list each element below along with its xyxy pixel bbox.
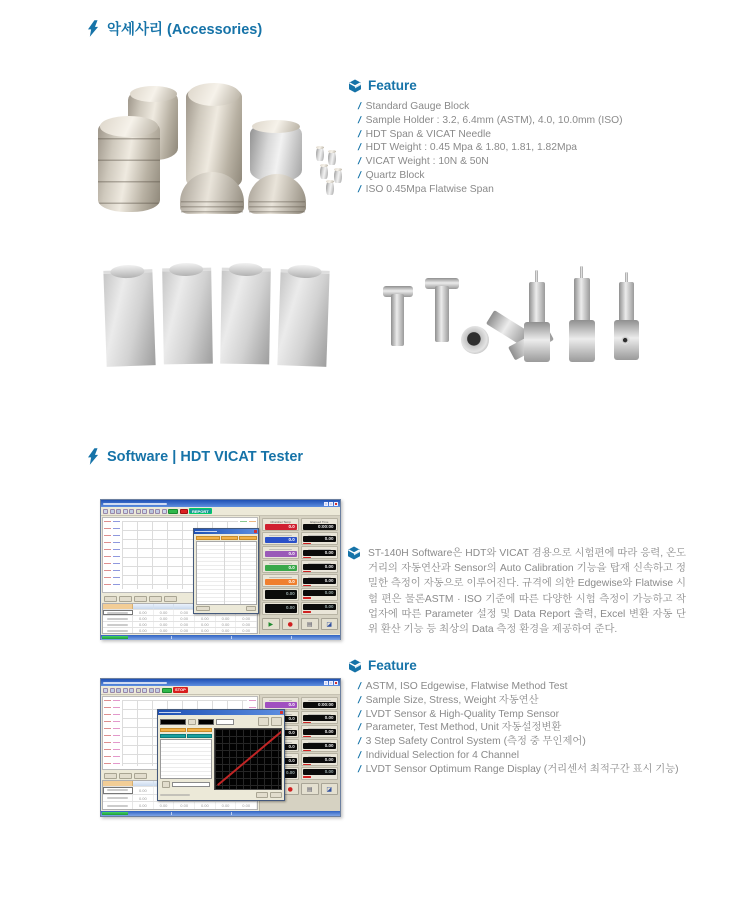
display-value: 0.00 — [303, 590, 335, 596]
small-part-shape — [320, 166, 328, 179]
toolbar-icon — [123, 688, 128, 693]
label-smudge — [269, 563, 292, 565]
capture-button — [258, 717, 269, 726]
cube-icon — [348, 659, 362, 673]
close-icon — [280, 711, 284, 715]
list-item — [358, 708, 692, 722]
feature-text: LVDT Sensor Optimum Range Display (거리센서 최적구간 표시 기능) — [365, 763, 679, 775]
cell-value: 0.00 — [236, 802, 257, 809]
feature-header — [348, 78, 684, 93]
list-item — [358, 721, 692, 735]
display-value: 0.00 — [265, 769, 297, 778]
display-value: 0.0 — [265, 551, 297, 557]
export-icon: ◪ — [326, 785, 333, 793]
cell-value: 0.00 — [195, 616, 216, 621]
list-item — [358, 128, 684, 142]
window-title-text — [103, 503, 167, 505]
display-value: 0.00 — [303, 536, 335, 542]
calibration-line — [217, 728, 282, 785]
dialog-footer — [162, 781, 210, 788]
cell-value: 0.00 — [195, 802, 216, 809]
mini-button — [104, 773, 117, 779]
status-bar — [101, 635, 340, 640]
needle-base-shape — [524, 322, 550, 362]
mini-button — [104, 596, 117, 602]
export-button — [321, 618, 339, 630]
feature-text: Standard Gauge Block — [365, 101, 470, 112]
dialog-titlebar — [158, 710, 284, 715]
toolbar-icon — [142, 688, 147, 693]
export-button — [321, 783, 339, 795]
feature-text: HDT Span & VICAT Needle — [365, 128, 491, 140]
slash-bullet-icon: / — [356, 156, 363, 168]
print-icon: ▤ — [306, 785, 313, 793]
temp3-display — [262, 560, 299, 573]
record-icon: ● — [287, 785, 293, 793]
aux-display — [301, 588, 338, 601]
aux-display — [262, 588, 299, 601]
section-software-header — [88, 448, 303, 465]
list-item — [358, 169, 684, 183]
block-shape — [103, 269, 155, 367]
window-title-text — [103, 682, 167, 684]
feature-text: Sample Size, Stress, Weight 자동연산 — [365, 694, 539, 706]
window-titlebar — [101, 500, 340, 507]
cell-value: 0.00 — [216, 802, 237, 809]
calibration-dialog — [157, 709, 285, 801]
dialog-bottom-row — [160, 792, 282, 798]
display-value: 0.0 — [265, 702, 297, 708]
feature-block-accessories — [348, 78, 684, 197]
photo-metal-blocks — [103, 256, 337, 382]
needle-neck-shape — [619, 282, 634, 324]
gear-icon — [162, 781, 170, 788]
cell-value: 0.00 — [236, 622, 257, 627]
slash-bullet-icon: / — [356, 128, 363, 140]
status-divider — [171, 812, 172, 815]
print-button — [301, 783, 319, 795]
display-value: 0:00:00 — [303, 524, 335, 530]
toolbar-icon — [155, 509, 160, 514]
table-row — [103, 627, 257, 633]
control-buttons — [262, 618, 338, 630]
software-description: ST-140H Software은 HDT와 VICAT 겸용으로 시험편에 따라 응력, 온도 거리의 자동연산과 Sensor의 Auto Calibration 기능을 탑재 신속하고 정밀한 측정이 자동으로 이루어진다. 규격에 의한 Edgewise와 Flatwise 시험 편은 물론ASTM · ISO 기준에 따른 다양한 시험 측정이 가능하고 작업자에 따른 Parameter 설정 및 Data Report 출력, Excel 변환 자동 단위 환산 기능 등 최상의 Data 측정 환경을 제공하여 준다. — [368, 548, 686, 636]
display-value: 0.00 — [303, 757, 335, 763]
status-progress — [102, 812, 128, 815]
y-axis-ticks-red — [104, 700, 111, 766]
teal-button-row — [160, 734, 212, 738]
list-item — [358, 155, 684, 169]
cylinder-shape — [250, 122, 302, 182]
cube-icon — [348, 79, 362, 93]
feature-text: VICAT Weight : 10N & 50N — [365, 156, 489, 168]
header-cell — [239, 536, 256, 540]
toolbar-icon — [142, 509, 147, 514]
list-item — [358, 100, 684, 114]
toolbar — [101, 507, 340, 516]
input-field — [216, 719, 234, 725]
list-item — [358, 183, 684, 197]
disp4-display — [301, 753, 338, 766]
feature-block-software — [348, 658, 692, 777]
disp2-display — [301, 725, 338, 738]
slash-bullet-icon: / — [356, 708, 363, 720]
ok-button — [256, 792, 268, 798]
cell-value: 0.00 — [174, 622, 195, 627]
cell-value: 0.00 — [133, 622, 154, 627]
section-title: 악세사리 (Accessories) — [107, 22, 263, 38]
disp3-display — [301, 739, 338, 752]
feature-text: ISO 0.45Mpa Flatwise Span — [365, 183, 494, 195]
temp4-display — [262, 574, 299, 587]
disp3-display — [301, 560, 338, 573]
feature-header — [348, 658, 692, 673]
mini-button — [149, 596, 162, 602]
needle-base-shape — [569, 320, 595, 362]
display-value: 0.00 — [303, 715, 335, 721]
cell-value: 0.00 — [154, 622, 175, 627]
block-shape — [162, 268, 213, 365]
ok-button — [196, 606, 210, 611]
feature-list — [358, 100, 684, 197]
run-indicator-icon — [168, 509, 178, 514]
label-smudge — [269, 700, 292, 702]
close-icon — [254, 530, 258, 534]
list-item — [358, 749, 692, 763]
calibration-list — [160, 739, 212, 779]
status-divider — [291, 636, 292, 639]
label-smudge — [269, 549, 292, 551]
photo-needles-spans — [383, 250, 645, 388]
feature-text: LVDT Sensor & High-Quality Temp Sensor — [365, 708, 560, 720]
chamber-temp-display — [262, 518, 299, 531]
disp4-display — [301, 574, 338, 587]
slash-bullet-icon: / — [356, 722, 363, 734]
cell-value: 0.00 — [236, 628, 257, 633]
needle-neck-shape — [529, 282, 545, 326]
cell-value: 0.00 — [216, 628, 237, 633]
disp1-display — [301, 532, 338, 545]
software-screenshot-1 — [100, 499, 341, 640]
row-label — [103, 795, 133, 802]
cell-value: 0.00 — [195, 628, 216, 633]
sensor-readout — [160, 719, 186, 725]
teal-button — [187, 734, 213, 738]
list-item — [358, 114, 684, 128]
label-smudge — [308, 700, 331, 702]
label-smudge — [269, 577, 292, 579]
mini-button — [134, 773, 147, 779]
zero-button — [303, 776, 311, 778]
feature-text: Sample Holder : 3.2, 6.4mm (ASTM), 4.0, 10.0mm (ISO) — [365, 114, 623, 126]
dialog-main — [160, 728, 282, 790]
aux-display — [262, 602, 299, 615]
cell-value: 0.00 — [174, 628, 195, 633]
block-shape — [220, 268, 271, 365]
display-value: 0.00 — [303, 564, 335, 570]
cell-value: 0.00 — [154, 616, 175, 621]
row-label — [103, 628, 133, 633]
slash-bullet-icon: / — [356, 169, 363, 181]
cancel-button — [246, 606, 256, 611]
small-part-shape — [326, 182, 334, 195]
temp2-display — [262, 546, 299, 559]
toolbar-icon — [155, 688, 160, 693]
photo-gauge-weights — [98, 82, 344, 218]
label-smudge — [269, 535, 292, 537]
aux-display — [301, 767, 338, 780]
dialog-footer — [196, 606, 256, 611]
slash-bullet-icon: / — [356, 694, 363, 706]
display-value: 0.0 — [265, 716, 297, 722]
display-value: 0.00 — [303, 743, 335, 749]
small-part-shape — [328, 152, 336, 165]
header-cell — [221, 536, 238, 540]
toolbar-icon — [136, 509, 141, 514]
slash-bullet-icon: / — [356, 681, 363, 692]
row-label-selected — [103, 787, 133, 794]
hollow-cylinder-shape — [461, 326, 489, 354]
slash-bullet-icon: / — [356, 736, 363, 748]
small-part-shape — [316, 148, 324, 161]
display-label: Elapsed Time — [310, 519, 329, 524]
cell-value: 0.00 — [154, 610, 175, 615]
section-accessories-header — [88, 18, 262, 39]
toolbar-icon — [116, 688, 121, 693]
teal-button — [160, 734, 186, 738]
display-value: 0.0 — [265, 758, 297, 764]
cell-value: 0.00 — [154, 802, 175, 809]
block-shape — [277, 269, 329, 367]
header-cell — [196, 536, 221, 540]
display-value: 0.0 — [265, 524, 297, 530]
hole-detail-shape — [621, 336, 630, 345]
save-button — [271, 717, 282, 726]
status-progress — [102, 636, 128, 639]
close-icon — [334, 502, 338, 506]
toolbar-icon — [103, 509, 108, 514]
dialog-table-body — [196, 541, 257, 605]
mini-button — [119, 596, 132, 602]
calibration-table — [160, 728, 212, 790]
aux-display — [301, 602, 338, 615]
close-icon — [334, 681, 338, 685]
slash-bullet-icon: / — [356, 101, 363, 112]
display-value: 0:00:00 — [303, 702, 335, 708]
calibration-chart — [214, 728, 282, 790]
cell-value: 0.00 — [154, 628, 175, 633]
status-divider — [231, 636, 232, 639]
t-tool-rod-shape — [435, 286, 449, 342]
cell-value: 0.00 — [236, 616, 257, 621]
display-value: 0.0 — [265, 744, 297, 750]
cell-value: 0.00 — [133, 802, 154, 809]
header-cell — [187, 728, 213, 732]
toolbar-icon — [129, 688, 134, 693]
toolbar-icon — [123, 509, 128, 514]
stop-indicator-icon — [180, 509, 188, 514]
software-description-block — [347, 546, 686, 637]
cell-value: 0.00 — [195, 622, 216, 627]
maximize-icon — [329, 681, 333, 685]
slash-bullet-icon: / — [356, 749, 363, 761]
play-icon: ▶ — [268, 620, 274, 628]
small-part-shape — [334, 170, 342, 183]
disp1-display — [301, 711, 338, 724]
export-icon: ◪ — [326, 620, 333, 628]
header-cell — [160, 728, 186, 732]
cell-value: 0.00 — [133, 787, 154, 794]
mini-button — [134, 596, 147, 602]
toolbar — [101, 686, 340, 695]
run-indicator-icon — [162, 688, 172, 693]
cell-value: 0.00 — [216, 616, 237, 621]
slash-bullet-icon: / — [356, 142, 363, 154]
minimize-icon — [324, 502, 328, 506]
toolbar-icon — [149, 509, 154, 514]
toolbar-icon — [136, 688, 141, 693]
dome-disc-shape — [248, 174, 306, 214]
chamber-temp-display — [262, 697, 299, 710]
feature-text: HDT Weight : 0.45 Mpa & 1.80, 1.81, 1.82Mpa — [365, 142, 578, 154]
stop-button: STOP — [175, 687, 186, 692]
record-button — [282, 618, 300, 630]
table-row — [103, 801, 257, 809]
dropdown-button — [188, 719, 196, 725]
needle-neck-shape — [574, 278, 590, 324]
toolbar-icon — [162, 509, 167, 514]
window-buttons — [324, 502, 338, 506]
zero-button — [303, 597, 311, 599]
feature-text: Individual Selection for 4 Channel — [365, 749, 520, 761]
display-value: 0.00 — [303, 578, 335, 584]
toolbar-icon — [116, 509, 121, 514]
status-divider — [171, 636, 172, 639]
display-value: 0.00 — [265, 590, 297, 599]
dialog-table-header — [160, 728, 212, 732]
feature-text: ASTM, ISO Edgewise, Flatwise Method Test — [365, 681, 568, 692]
y-axis-ticks-blue — [113, 521, 120, 589]
t-tool-rod-shape — [391, 294, 404, 346]
cell-value: 0.00 — [174, 610, 195, 615]
input-field — [172, 782, 210, 787]
sensor-readout — [198, 719, 214, 725]
report-button: REPORT — [189, 508, 212, 514]
elapsed-time-display — [301, 697, 338, 710]
cell-value: 0.00 — [133, 795, 154, 802]
y-axis-ticks-red — [104, 521, 111, 589]
cell-value: 0.00 — [133, 628, 154, 633]
toolbar-icon — [110, 688, 115, 693]
y-axis-ticks-pink — [113, 700, 120, 766]
display-value: 0.00 — [303, 769, 335, 775]
dialog-titlebar — [194, 529, 258, 534]
section-title: Software | HDT VICAT Tester — [107, 448, 304, 465]
mini-button — [119, 773, 132, 779]
bolt-icon — [88, 20, 99, 37]
display-value: 0.00 — [303, 729, 335, 735]
cell-value: 0.00 — [216, 622, 237, 627]
bolt-icon — [88, 448, 99, 465]
list-item — [358, 694, 692, 708]
list-item — [358, 141, 684, 155]
feature-title: Feature — [368, 658, 417, 673]
row-label — [103, 802, 133, 809]
slash-bullet-icon: / — [356, 763, 363, 775]
maximize-icon — [329, 502, 333, 506]
label-smudge — [160, 794, 190, 796]
start-button — [262, 618, 280, 630]
list-item — [358, 680, 692, 694]
display-value: 0.0 — [265, 537, 297, 543]
display-value: 0.00 — [265, 604, 297, 613]
disp2-display — [301, 546, 338, 559]
cube-icon — [347, 546, 361, 560]
list-item — [358, 735, 692, 749]
feature-text: 3 Step Safety Control System (측정 중 무인제어) — [365, 736, 586, 748]
feature-title: Feature — [368, 78, 417, 93]
channel-setup-dialog — [193, 528, 259, 614]
display-value: 0.0 — [265, 579, 297, 585]
display-value: 0.0 — [265, 730, 297, 736]
slash-bullet-icon: / — [356, 183, 363, 195]
display-value: 0.0 — [265, 565, 297, 571]
cell-value: 0.00 — [174, 616, 195, 621]
print-button — [301, 618, 319, 630]
display-value: 0.00 — [303, 604, 335, 610]
cell-value: 0.00 — [133, 610, 154, 615]
toolbar-icon — [110, 509, 115, 514]
cell-value: 0.00 — [133, 616, 154, 621]
list-item — [358, 763, 692, 777]
toolbar-icon — [149, 688, 154, 693]
zero-button — [303, 611, 311, 613]
slash-bullet-icon: / — [356, 114, 363, 126]
dialog-title-text — [195, 531, 217, 533]
dialog-table-header — [196, 536, 257, 540]
display-value: 0.00 — [303, 550, 335, 556]
feature-list — [358, 680, 692, 777]
cancel-button — [270, 792, 282, 798]
mini-button — [164, 596, 177, 602]
minimize-icon — [324, 681, 328, 685]
status-divider — [231, 812, 232, 815]
temp1-display — [262, 532, 299, 545]
status-bar — [101, 811, 340, 816]
elapsed-time-display — [301, 518, 338, 531]
dialog-title-text — [159, 712, 181, 714]
window-titlebar — [101, 679, 340, 686]
display-panel — [259, 516, 340, 634]
display-label: Chamber Temp — [270, 519, 291, 524]
column-divider — [224, 542, 225, 604]
window-buttons — [324, 681, 338, 685]
feature-text: Quartz Block — [365, 169, 425, 181]
column-divider — [240, 542, 241, 604]
record-icon: ● — [287, 620, 293, 628]
toolbar-icon — [103, 688, 108, 693]
software-screenshot-2 — [100, 678, 341, 817]
cylinder-shape — [98, 118, 160, 212]
dialog-controls-row — [160, 717, 282, 726]
cell-value: 0.00 — [174, 802, 195, 809]
feature-text: Parameter, Test Method, Unit 자동설정변환 — [365, 722, 562, 734]
print-icon: ▤ — [306, 620, 313, 628]
toolbar-icon — [129, 509, 134, 514]
